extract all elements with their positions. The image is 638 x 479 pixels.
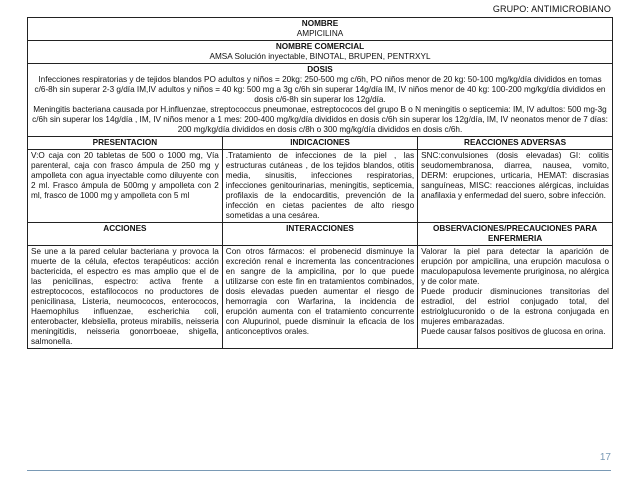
comercial-row xyxy=(28,41,613,64)
nombre-value: AMPICILINA xyxy=(296,29,344,38)
observaciones-paragraph-3: Puede causar falsos positivos de glucosa en orina. xyxy=(421,327,606,336)
presentacion-cell: V:O caja con 20 tabletas de 500 o 1000 mg, Vía parenteral, caja con frasco ámpula de 250 mg y ampolleta con agua inyectable como diluyente con 2 ml. Frasco ámpula de 500mg y ampolleta con 2 ml, frasco de 1000 mg y ampolleta con 5 ml xyxy=(28,150,223,223)
content-row-2 xyxy=(28,246,613,349)
dosis-paragraph-2: Meningitis bacteriana causada por H.influenzae, streptococcus pneumonae, estreptococos del grupo B o N meningitis o septicemia: IM, IV adultos: 500 mg-3g c/6h sin superar los 14g/día , IM, IV niños menor a 1 mes: 200-400 mg/kg/día divididos en dosis c/6h sin superar los 12g/día, IM, IV neonatos menor de 7 días: 200 mg/kg/día divididos en dosis c/8h o 300 mg/kg/día divididos en dosis c/6h. xyxy=(32,105,608,134)
presentacion-header: PRESENTACION xyxy=(28,137,223,150)
comercial-cell xyxy=(28,41,613,64)
interacciones-cell: Con otros fármacos: el probenecid disminuye la excreción renal e incrementa las concentraciones en sangre de la ampicilina, por lo que puede utilizarse con este fin en tratamientos combinados, dosis elevadas pueden aumentar el riesgo de hemorragia con Warfarina, la incidencia de erupción aumenta con el tratamiento concurrente con Alupurinol, puede disminuir la eficacia de los anticonceptivos orales. xyxy=(222,246,417,349)
observaciones-cell xyxy=(418,246,613,349)
observaciones-header: OBSERVACIONES/PRECAUCIONES PARA ENFERMERIA xyxy=(418,223,613,246)
nombre-cell xyxy=(28,18,613,41)
dosis-label: DOSIS xyxy=(307,65,333,74)
comercial-value: AMSA Solución inyectable, BINOTAL, BRUPEN, PENTRXYL xyxy=(209,52,431,61)
nombre-row xyxy=(28,18,613,41)
page-number: 17 xyxy=(599,452,611,463)
interacciones-header: INTERACCIONES xyxy=(222,223,417,246)
header-row-2 xyxy=(28,223,613,246)
reacciones-header: REACCIONES ADVERSAS xyxy=(418,137,613,150)
group-label: GRUPO: ANTIMICROBIANO xyxy=(492,4,611,14)
header-row-1 xyxy=(28,137,613,150)
indicaciones-header: INDICACIONES xyxy=(222,137,417,150)
dosis-paragraph-1: Infecciones respiratorias y de tejidos blandos PO adultos y niños = 20kg: 250-500 mg c/6h, PO niños menor de 20 kg: 50-100 mg/kg/día divididos en tomas c/6-8h sin superar 2-3 g/día IM,IV adultos y niños = 40 kg: 500 mg a 3g c/6h sin superar 14g/día IM, IV niños menor de 40 kg: 100-200 mg/kg/día divididos en dosis c/6-8h sin superar los 12g/día. xyxy=(34,75,606,104)
content-row-1 xyxy=(28,150,613,223)
reacciones-cell: SNC:convulsiones (dosis elevadas) GI: colitis seudomembranosa, diarrea, nausea, vomito, DERM: erupciones, urticaria, HEMAT: discrasias sanguíneas, MISC: reacciones alérgicas, incluidas anafilaxia y enfermedad del suero, sobre infección. xyxy=(418,150,613,223)
footer-rule xyxy=(27,470,611,471)
nombre-label: NOMBRE xyxy=(301,19,339,28)
comercial-label: NOMBRE COMERCIAL xyxy=(275,42,365,51)
observaciones-paragraph-2: Puede producir disminuciones transitorias del estradiol, del estriol conjugado total, del estriolglucuronido o de la estrona conjugada en mujeres embarazadas. xyxy=(421,287,609,326)
dosis-row xyxy=(28,64,613,137)
observaciones-paragraph-1: Valorar la piel para detectar la aparición de erupción por ampicilina, una erupción maculosa o maculopapulosa levemente pruriginosa, no alérgica y de color mate. xyxy=(421,247,609,286)
drug-sheet-table xyxy=(27,17,613,349)
indicaciones-cell: .Tratamiento de infecciones de la piel , las estructuras cutáneas , de los tejidos blandos, otitis media, sinusitis, infecciones respiratorias, infecciones genitourinarias, meningitis, septicemia, profilaxis de la endocarditis, prevención de la infección en cietas pacientes de alto riesgo sometidas a una cesárea. xyxy=(222,150,417,223)
acciones-cell: Se une a la pared celular bacteriana y provoca la muerte de la célula, efectos terapéuticos: acción bactericida, el espectro es mas amplio que el de las penicilinas, espectro: activa frente a estreptococos, estafilococos no productores de penicilinasa, Listeria, neumococos, enterococos, Haemophilus influenzae, escherichia coli, enterobacter, klebsiella, proteus mirabilis, neisseria meningitidis, neisseria gonorrboeae, shigella, salmonella. xyxy=(28,246,223,349)
dosis-cell xyxy=(28,64,613,137)
acciones-header: ACCIONES xyxy=(28,223,223,246)
